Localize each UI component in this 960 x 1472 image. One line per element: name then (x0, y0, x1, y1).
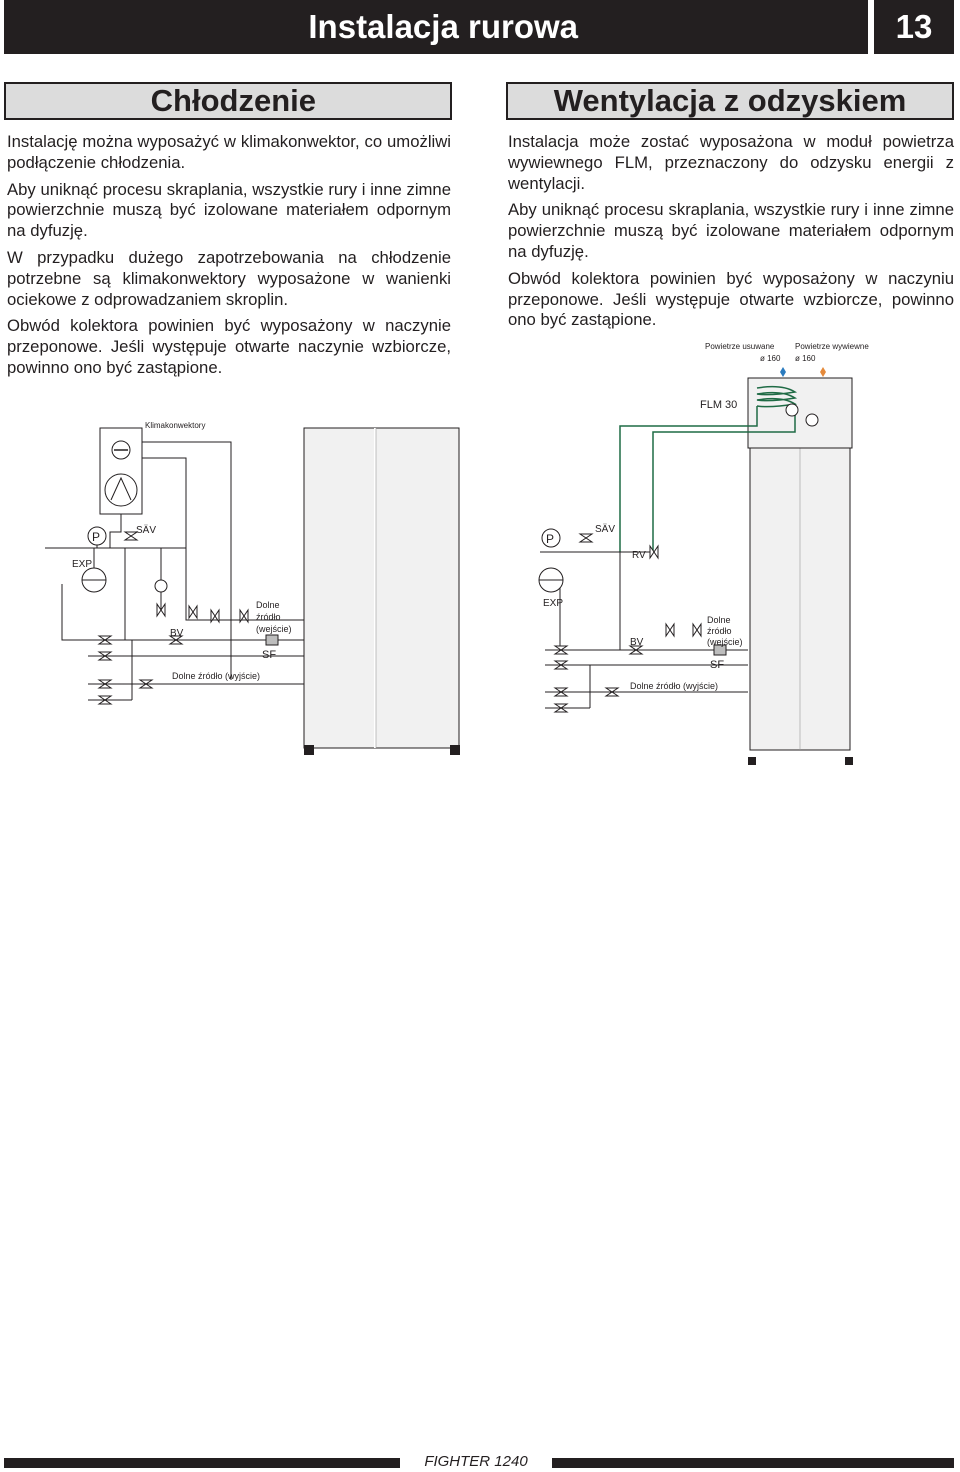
heat-pump-unit (304, 428, 459, 748)
paragraph: Instalacja może zostać wyposażona w moduł powietrza wywiewnego FLM, przeznaczony do odzysku energii z wentylacji. (508, 132, 954, 193)
source-in-label: źródło (256, 612, 281, 622)
unit-foot (450, 745, 460, 755)
source-out-label: Dolne źródło (wyjście) (172, 671, 261, 681)
source-out-label: Dolne źródło (wyjście) (630, 681, 719, 691)
footer-bar (552, 1458, 954, 1468)
check-valve (650, 546, 658, 558)
rv-label: RV (632, 550, 646, 561)
extract-diameter: ø 160 (795, 354, 816, 363)
valve (693, 624, 701, 636)
sav-label: SÄV (136, 525, 157, 536)
page-number: 13 (874, 0, 954, 54)
particle-filter (266, 635, 278, 645)
sf-label: SF (710, 659, 725, 671)
source-in-label: (wejście) (256, 624, 292, 634)
extract-label: Powietrze wywiewne (795, 342, 869, 351)
footer-bar (4, 1458, 400, 1468)
page-title: Instalacja rurowa (308, 8, 578, 45)
p-label: P (546, 532, 555, 546)
p-label: P (92, 530, 101, 544)
bv-label: BV (170, 628, 184, 639)
ventilation-diagram (539, 342, 869, 765)
flm-module (748, 378, 852, 448)
paragraph: Instalację można wyposażyć w klimakonwektor, co umożliwi podłączenie chłodzenia. (7, 132, 451, 172)
paragraph: Aby uniknąć procesu skraplania, wszystkie rury i inne zimne powierzchnie muszą być izolowane materiałem odpornym na dyfuzję. (7, 179, 451, 241)
safety-valve (580, 534, 592, 542)
paragraph: Aby uniknąć procesu skraplania, wszystkie rury i inne zimne powierzchnie muszą być izolowane materiałem odpornym na dyfuzję. (508, 200, 954, 261)
unit-foot (748, 757, 756, 765)
valve (189, 606, 197, 618)
source-in-label: (wejście) (707, 637, 743, 647)
sav-label: SÄV (595, 524, 616, 535)
exhaust-label: Powietrze usuwane (705, 342, 775, 351)
paragraph: Obwód kolektora powinien być wyposażony w naczyniu przeponowe. Jeśli występuje otwarte wzbiorcze, powinno ono być zastąpione. (508, 268, 954, 330)
exhaust-diameter: ø 160 (760, 354, 781, 363)
footer-model-name: FIGHTER 1240 (424, 1453, 528, 1470)
source-in-label: Dolne (256, 600, 280, 610)
flm-label: FLM 30 (700, 399, 738, 411)
source-in-label: źródło (707, 626, 732, 636)
exp-label: EXP (543, 598, 564, 609)
paragraph: Obwód kolektora powinien być wyposażony w naczynie przeponowe. Jeśli występuje otwarte naczynie wzbiorcze, powinno ono być zastąpione. (7, 316, 451, 377)
section-heading-ventilation: Wentylacja z odzyskiem (506, 82, 954, 120)
paragraph: W przypadku dużego zapotrzebowania na chłodzenie potrzebne są klimakonwektory wyposażone w wanienki ociekowe z odprowadzaniem skroplin. (7, 247, 451, 309)
cooling-diagram (45, 421, 460, 755)
exp-label: EXP (72, 559, 93, 570)
fan-coil-label: Klimakonwektory (145, 421, 206, 430)
bv-label: BV (630, 637, 644, 648)
source-in-label: Dolne (707, 615, 731, 625)
unit-foot (845, 757, 853, 765)
section-heading-cooling: Chłodzenie (4, 82, 452, 120)
valve (666, 624, 674, 636)
unit-foot (304, 745, 314, 755)
sf-label: SF (262, 649, 277, 661)
